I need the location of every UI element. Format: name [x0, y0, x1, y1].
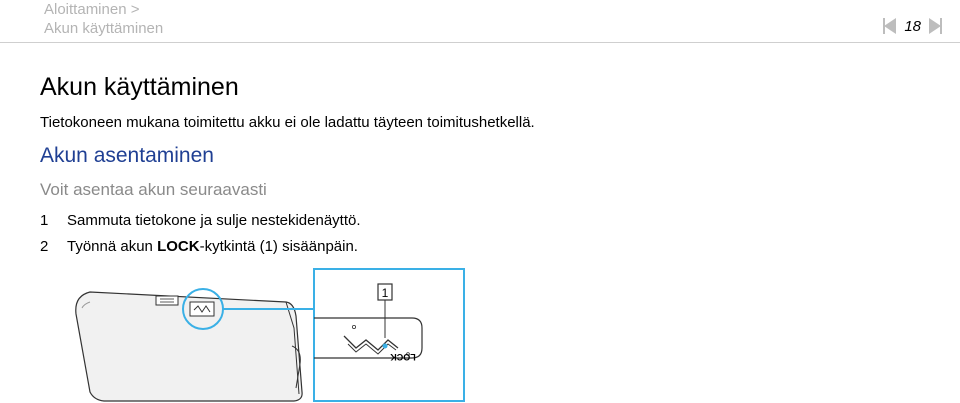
- chevron-left-icon[interactable]: [883, 17, 897, 35]
- section-title: Akun asentaminen: [40, 144, 214, 167]
- callout-number: 1: [381, 286, 389, 300]
- step-text: Sammuta tietokone ja sulje nestekidenäyttö.: [67, 212, 361, 229]
- step-text: Työnnä akun LOCK-kytkintä (1) sisäänpäin.: [67, 238, 358, 255]
- battery-lock-diagram: [60, 266, 480, 403]
- breadcrumb-current: Akun käyttäminen: [44, 20, 164, 37]
- step-2: [40, 234, 361, 260]
- lock-detail-panel: [314, 269, 464, 401]
- intro-text: Tietokoneen mukana toimitettu akku ei ole ladattu täyteen toimitushetkellä.: [40, 114, 535, 131]
- page-number: 18: [904, 17, 921, 35]
- page-navigation: [883, 17, 942, 35]
- chevron-right-icon[interactable]: [928, 17, 942, 35]
- header-divider: [0, 42, 960, 43]
- lock-keyword: LOCK: [157, 238, 200, 255]
- breadcrumb: [44, 0, 163, 38]
- step-number: 1: [40, 212, 49, 229]
- battery-illustration: [60, 266, 480, 403]
- step-number: 2: [40, 238, 49, 255]
- section-subtitle: Voit asentaa akun seuraavasti: [40, 180, 267, 199]
- lock-label: LOCK: [390, 352, 416, 362]
- steps-list: [40, 208, 361, 260]
- page-title: Akun käyttäminen: [40, 73, 239, 101]
- step-1: [40, 208, 361, 234]
- breadcrumb-parent-link[interactable]: Aloittaminen >: [44, 1, 140, 18]
